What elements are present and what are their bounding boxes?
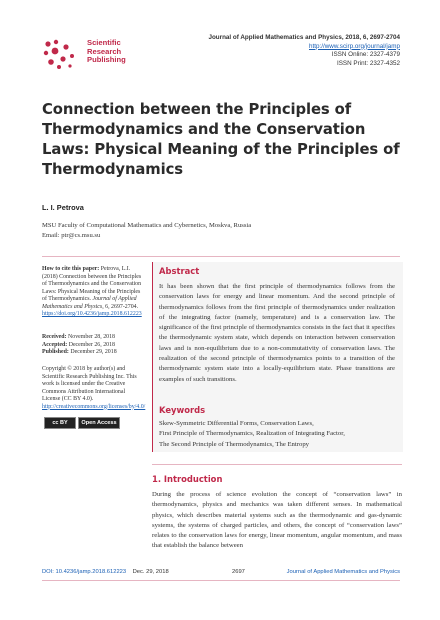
publisher-name: Scientific Research Publishing [87,38,126,65]
issn-print: ISSN Print: 2327-4352 [336,59,400,67]
cite-label: How to cite this paper: [42,266,100,272]
published-label: Published: [42,349,69,355]
citation-block [42,266,144,319]
published-date: December 29, 2018 [70,349,117,355]
footer-doi: DOI: 10.4236/jamp.2018.612223 Dec. 29, 2018 [42,569,169,575]
author-email: Email: ptr@cs.msu.su [42,232,101,239]
cc-by-badge-icon[interactable]: cc BY [44,417,76,429]
page-number: 2697 [232,569,245,575]
intro-heading: 1. Introduction [152,474,223,484]
keyword-line: The Second Principle of Thermodynamics, The Entropy [159,440,310,448]
copyright-text: Copyright © 2018 by author(s) and Scientific Research Publishing Inc. This work is licensed under the Creative Commons Attribution International License (CC BY 4.0). [42,366,137,402]
affiliation-text: MSU Faculty of Computational Mathematics and Cybernetics, Moskva, Russia [42,222,252,229]
copyright-block [42,366,144,411]
page-footer [42,569,400,581]
section-divider [152,464,402,465]
license-link[interactable]: http://creativecommons.org/licenses/by/4.0/ [42,403,146,410]
section-divider [42,256,400,257]
issn-online: ISSN Online: 2327-4379 [331,51,400,59]
cite-text: Petrova, L.I. (2018) Connection between the Principles of Thermodynamics and the Conservation Laws: Physical Meaning of the Principles of Thermodynamics. [42,266,142,302]
abstract-heading: Abstract [159,266,200,276]
paper-title: Connection between the Principles of Thermodynamics and the Conservation Laws: Physical Meaning of the Principles of Thermodynamics [42,101,400,178]
journal-url-link[interactable]: http://www.scirp.org/journal/jamp [309,42,400,50]
keywords-heading: Keywords [159,405,206,415]
abstract-text: It has been shown that the first principle of thermodynamics follows from the conservation laws for energy and linear momentum. And the second principle of thermodynamics follows from the first principle of thermodynamics under realization of the integrating factor (namely, temperature) and is a conservation law. The significance of the first principle of thermodynamics consists in the fact that it specifies the thermodynamic system state, which depends on interaction between conservation laws and is non-equilibrium due to a non-commutativity of conservation laws. The realization of the second principle of thermodynamics points to a transition of the thermodynamic system state into a locally-equilibrium state. Phase transitions are examples of such transitions. [159,283,395,383]
dates-block [42,334,144,357]
footer-journal: Journal of Applied Mathematics and Physics [286,569,400,575]
keyword-line: First Principle of Thermodynamics, Realization of Integrating Factor, [159,430,345,438]
accepted-date: December 26, 2018 [68,341,115,348]
cite-tail: , 6, 2697-2704. [102,303,139,310]
received-date: November 28, 2018 [68,334,115,340]
journal-line: Journal of Applied Mathematics and Physics, 2018, 6, 2697-2704 [208,34,400,41]
keywords-list [159,419,395,450]
cite-doi-link[interactable]: https://doi.org/10.4236/jamp.2018.612223 [42,311,142,317]
received-label: Received: [42,334,67,340]
author-name: L. I. Petrova [42,203,84,212]
cite-journal: Journal of Applied Mathematics and Physics [42,296,137,310]
keyword-line: Skew-Symmetric Differential Forms, Conservation Laws, [159,420,314,427]
journal-info [208,34,400,68]
intro-text: During the process of science evolution the concept of “conservation laws” in thermodynamics, physics and mechanics was taken different senses. In mathematical physics, which describes material systems such as the thermodynamic and gas-dynamic systems, the systems of charged particles, and others, the concept of “conservation laws” relates to the conservation laws for energy, linear momentum, angular momentum, and mass that establish the balance between [152,491,402,550]
open-access-badge[interactable]: Open Access [78,417,120,429]
scirp-dots-logo-icon [42,38,82,72]
accepted-label: Accepted: [42,341,68,348]
author-affiliation [42,221,251,241]
